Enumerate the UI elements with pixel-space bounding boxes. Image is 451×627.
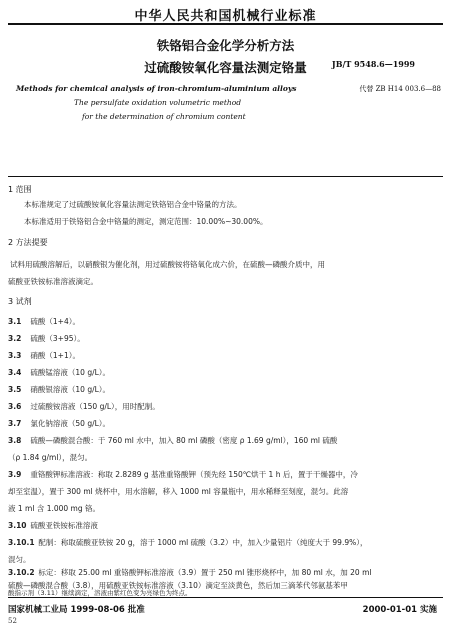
section-heading-reagents: 3 试剂: [8, 297, 32, 306]
title-chinese-line1: 铁铬铝合金化学分析方法: [156, 38, 295, 53]
reagent-item: 3.3 硝酸（1+1）。: [8, 351, 80, 360]
reagent-item-continuation: （ρ 1.84 g/ml），混匀。: [8, 453, 93, 462]
reagent-item: 3.10.2 标定：移取 25.00 ml 重铬酸钾标准溶液（3.9）置于 250 ml 锥形烧杯中，加 80 ml 水，加 20 ml: [8, 568, 372, 577]
title-chinese-line2: 过硫酸铵氧化容量法测定铬量: [144, 60, 307, 75]
section-heading-scope: 1 范围: [8, 185, 32, 194]
page-number: 52: [8, 617, 17, 625]
reagent-item: 3.8 硫酸—磷酸混合酸：于 760 ml 水中，加入 80 ml 磷酸（密度 ρ 1.69 g/ml），160 ml 硫酸: [8, 436, 338, 445]
principle-text: 硫酸亚铁铵标准溶液滴定。: [8, 277, 98, 286]
reagent-item: 3.10 硫酸亚铁铵标准溶液: [8, 521, 98, 530]
reagent-item-continuation: 硫酸—磷酸混合酸（3.8），用硫酸亚铁铵标准溶液（3.10）滴定至淡黄色，然后加三滴苯代邻氨基苯甲: [8, 581, 348, 590]
standard-code: JB/T 9548.6—1999: [331, 59, 415, 69]
scope-text: 本标准适用于铁铬铝合金中铬量的测定，测定范围：10.00%~30.00%。: [24, 217, 268, 226]
reagent-item-continuation: 液 1 ml 含 1.000 mg 铬。: [8, 504, 101, 513]
section-rule: [8, 176, 443, 177]
reagent-item: 3.5 硝酸银溶液（10 g/L）。: [8, 385, 111, 394]
scope-text: 本标准规定了过硫酸铵氧化容量法测定铁铬铝合金中铬量的方法。: [24, 200, 242, 209]
reagent-item-continuation: 酸指示剂（3.11）继续滴定，溶液由紫红色变为亮绿色为终点。: [8, 589, 192, 597]
replaces-standard: 代替 ZB H14 003.6—88: [359, 85, 441, 93]
reagent-item: 3.9 重铬酸钾标准溶液：称取 2.8289 g 基准重铬酸钾（预先经 150℃烘干 1 h 后，置于干燥器中，冷: [8, 470, 358, 479]
reagent-item: 3.7 氯化钠溶液（50 g/L）。: [8, 419, 111, 428]
title-english-line2: The persulfate oxidation volumetric method: [74, 98, 242, 107]
industry-standard-header: 中华人民共和国机械行业标准: [134, 9, 317, 24]
title-english-line1: Methods for chemical analysis of iron-chromium-aluminium alloys: [16, 84, 297, 93]
reagent-item-continuation: 却至室温），置于 300 ml 烧杯中，用水溶解，移入 1000 ml 容量瓶中，用水稀释至刻度，混匀。此溶: [8, 487, 349, 496]
reagent-item: 3.2 硫酸（3+95）。: [8, 334, 85, 343]
reagent-item: 3.10.1 配制：称取硫酸亚铁铵 20 g，溶于 1000 ml 硫酸（3.2）中，加入少量铝片（纯度大于 99.9%），: [8, 538, 368, 547]
reagent-item: 3.1 硫酸（1+4）。: [8, 317, 80, 326]
title-english-line3: for the determination of chromium content: [82, 112, 246, 121]
reagent-item: 3.4 硫酸锰溶液（10 g/L）。: [8, 368, 111, 377]
principle-text: 试料用硫酸溶解后，以硝酸银为催化剂，用过硫酸铵将铬氧化成六价，在硫酸—磷酸介质中，用: [10, 260, 325, 269]
section-heading-principle: 2 方法提要: [8, 238, 48, 247]
header-rule: [8, 23, 443, 25]
reagent-item-continuation: 混匀。: [8, 555, 31, 564]
approval-date: 国家机械工业局 1999-08-06 批准: [8, 605, 145, 615]
reagent-item: 3.6 过硫酸铵溶液（150 g/L），用时配制。: [8, 402, 160, 411]
footer-rule: [8, 597, 443, 598]
effective-date: 2000-01-01 实施: [362, 605, 437, 615]
